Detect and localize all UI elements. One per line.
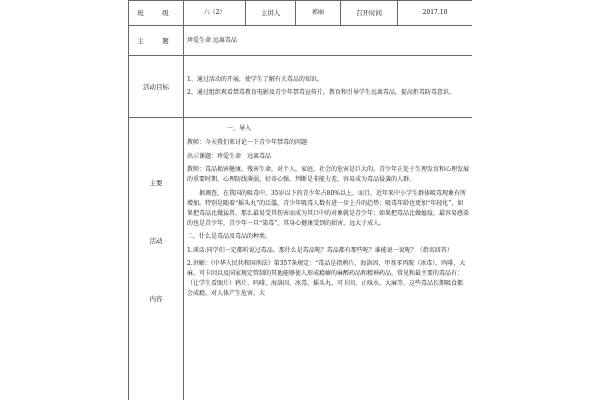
goal-item: 2、通过组织观看禁毒教育电影及青少年禁毒宣传片，教育和引导学生远离毒品，提高拒毒防毒意识。 [187, 89, 455, 97]
content-label-cell [129, 118, 184, 400]
content-row [129, 118, 473, 400]
header-row [129, 1, 473, 26]
goals-label: 活动目标 [129, 56, 184, 118]
goal-item: 1、通过活动的开展，使学生了解有关毒品的知识。 [187, 75, 323, 83]
paragraph: 据调查，在我国的吸毒中，35岁以下的青少年占80%以上，而且，近年来中小学生群体吸毒现象有所增加。特别是随着“摇头丸”的泛滥，青少年吸毒人数有进一步上升的趋势；吸毒年龄也更加“年轻化”，如果把毒品比做猛兽，那么最易受其伤害而成为其口中的对象就是青少年；如果把毒品比做瘟疫，最容易感染的也是青少年，青少年一旦“染毒”，其身心健康受到的损害，远大于成人。 [187, 189, 470, 227]
time-label: 召开时间 [341, 1, 398, 26]
content-label-1: 主要 [149, 179, 163, 187]
time-value: 2017.10 [398, 1, 473, 26]
intro-line: 出示课题：珍爱生命 远离毒品 [187, 152, 272, 160]
paragraph: 1.谈话:同学们一定都听说过毒品。那什么是毒品呢？毒品都有那些呢？谁能说一说呢？（指名回答） [187, 246, 453, 254]
section-heading-types: 二、什么是毒品及毒品的种类。 [187, 233, 272, 240]
class-value: 六（2） [184, 1, 246, 26]
goals-row [129, 56, 473, 118]
speaker-value: 郭丽 [296, 1, 341, 26]
theme-row [129, 26, 473, 56]
goals-content [184, 56, 473, 118]
intro-line: 教师：今天我们来讨论一下青少年禁毒的问题 [187, 139, 308, 146]
lesson-plan-sheet [128, 0, 472, 400]
theme-value: 珍爱生命 远离毒品 [184, 26, 473, 56]
paragraph: 教师：毒品损害健康，残害生命，对个人，家庭，社会的危害是巨大的。青少年正处于生理发育和心理发展的重要时期，心理防线薄弱，好奇心强，判断是非能力差，容易成为毒品侵袭的人群。 [187, 166, 470, 183]
lesson-plan-table [128, 0, 472, 400]
content-label-2: 活动 [149, 237, 163, 245]
speaker-label: 主讲人 [246, 1, 296, 26]
class-label: 班 级 [129, 1, 184, 26]
content-body [184, 118, 473, 400]
theme-label: 主 题 [129, 26, 184, 56]
content-label-3: 内容 [149, 295, 163, 303]
paragraph: 2.讲解：《中华人民共和国刑法》第357条规定：“毒品是指鸦片、海洛因、甲基苯丙胺（冰毒）、吗啡、大麻、可卡因以及国家规定管制的其他能够使人形成瘾癖的麻醉药品和精神药品。常见和最主要的毒品有：（让学生看图片）鸦片、吗啡、海洛因、冰毒、摇头丸、可卡因、止咳水、大麻等。这些毒品长期吸食都会成瘾，对人体产生危害，大 [187, 260, 466, 297]
section-heading-intro: 一、导入 [227, 125, 252, 132]
